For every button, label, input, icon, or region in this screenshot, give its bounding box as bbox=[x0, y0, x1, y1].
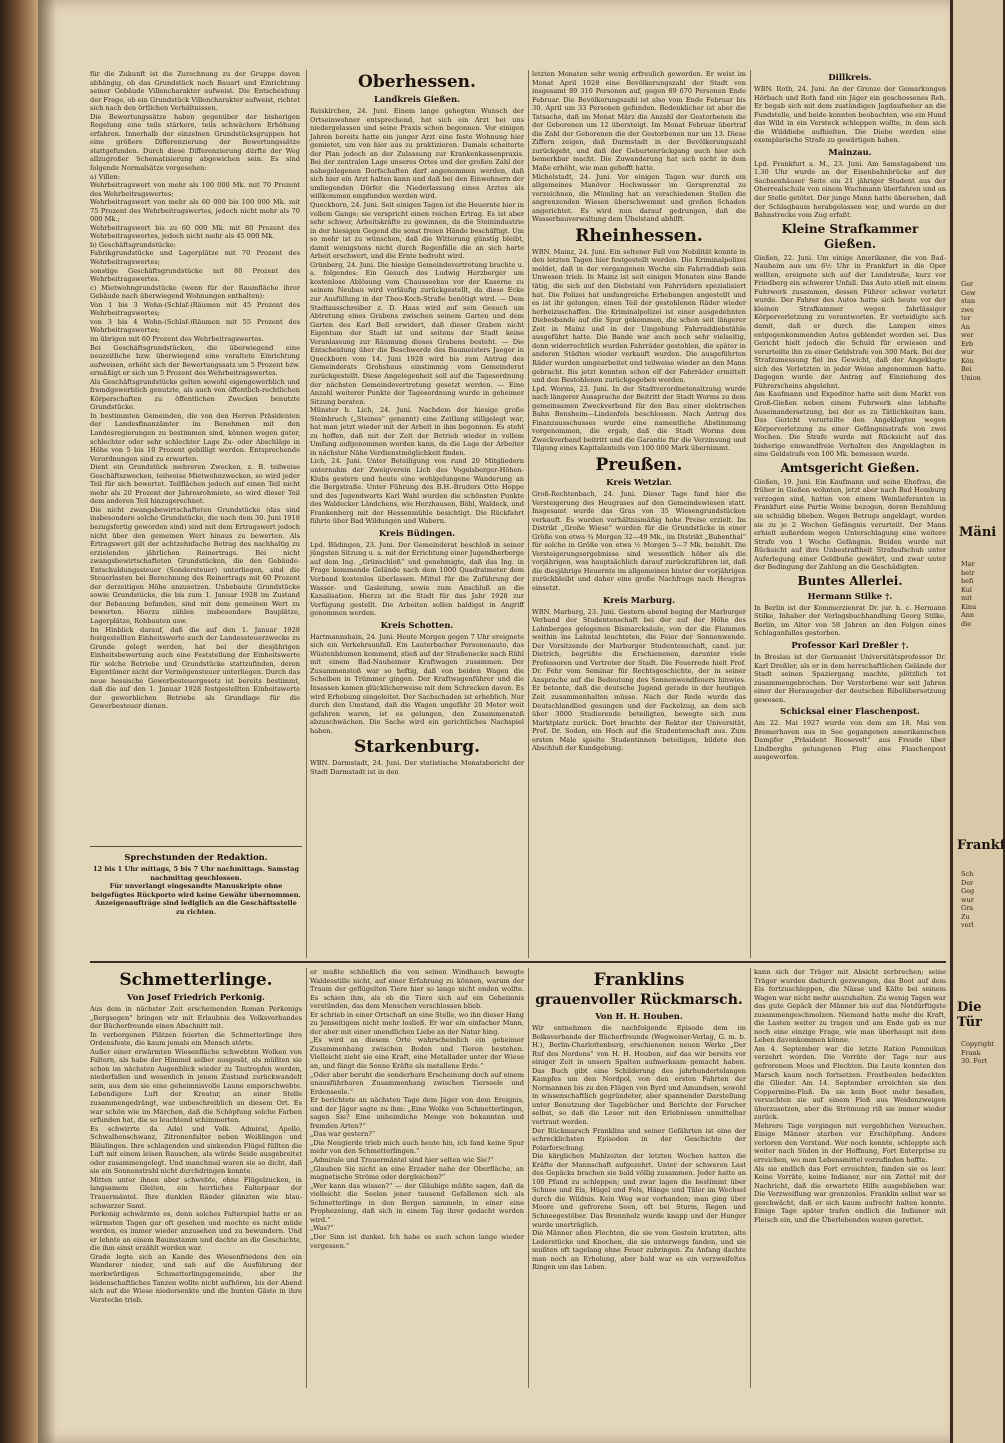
schmetterlinge-text-2: Es schwirrte da Adel und Volk. Admiral, Apollo, Schwalbenschwanz, Zitronenfalter neben Weißlingen und Bläulingen. Ihre schlagenden und sinkenden Flügel füllten die Luft mit einem leisen Rauschen, als würde Seide ausgebreitet oder zusammengelegt. Und manchmal waren sie so dicht, daß sie ein Sonnenstrahl nicht durchdringen konnte. Mitten unter ihnen aber schwebte, ohne Flügelzucken, in langsamem Gleiten, ein herrliches Falterpaar der Trauermäntel. Ihre dunklen Ränder glänzten wie blau-schwarzer Samt. Perkonig schwärmte es, denn solches Falterspiel hatte er an wärmsten Tagen gar oft gesehen und mochte es nicht müde werden, es immer wieder anzusehen und zu bewundern. Und er lehnte an einem Baumstamm und dachte an die Geschichte, die ihm einst erzählt worden war. Grade legte sich an Kande des Wiesenfriedens den ein Wanderer nieder, und sah auf die Ausführung der merkwürdigen Schmetterlingsgemeinde, aber ihr leidenschaftliches Tanzen wollte nicht aufhören, bis der Abend sich auf die Wiese niedersenkte und die bunten Gäste in ihre Verstecke trieb. bbox=[90, 1124, 302, 1304]
adjacent-text-4: Copyright Frank 30. Fort bbox=[961, 1040, 994, 1065]
subsection-dillkreis: Dillkreis. bbox=[828, 72, 872, 82]
section-title-amtsgericht: Amtsgericht Gießen. bbox=[780, 460, 920, 475]
sprechstunden-box bbox=[90, 850, 302, 955]
oberhessen-text-1: Reiskirchen, 24. Juni. Einem lange gehegten Wunsch der Ortseinwohner entsprechend, hat sich ein Arzt bei uns niedergelassen und seine Praxis schon begonnen. Vor einigen Jahren bereits hatte ein junger Arzt eine feste Wohnung hier gemietet, um von hier aus zu praktizieren. Damals scheiterte der Plan jedoch an der Zulassung zur Krankenkassenpraxis. Bei der zentralen Lage unseres Ortes und der großen Zahl der nahegelegenen Dorfschaften darf angenommen werden, daß sich hier ein Arzt halten kann und daß bei den Einwohnern der umliegenden Dörfer die Niederlassung eines Arztes als willkommen empfunden werden wird. Queckborn, 24. Juni. Seit einigen Tagen ist die Heuernte hier in vollem Gange; sie verspricht einen reichen Ertrag. Es ist aber sehr schwer, Arbeitskräfte zu gewinnen, da die Steinindustrie in der hiesigen Gegend die sonst freien Hände beschäftigt. Um so mehr ist zu wünschen, daß die Witterung günstig bleibt, damit wenigstens nicht durch Regenfälle die an sich harte Arbeit erschwert, und die Ernte bedroht wird. Grünberg, 24. Juni. Die hiesige Gemeindevertretung brachte u. a. folgendes: Ein Gesuch des Ludwig Herzberger um kostenlose Ablösung vom Chausseebau vor der Kaserne zu seinem Neubau wird vorläufig zurückgestellt, da diese Ecke zur Ausfüllung in der Theo-Koch-Straße benötigt wird. — Dem Stadtausschreiber z. D. Haas wird auf sein Gesuch um Abtretung eines Grabens zwischen seinem Garten und dem Garten des Karl Bell erwidert, daß dieser Graben nicht Eigentum der Stadt ist und seitens der Stadt keine Veranlassung zur Räumung dieses Grabens besteht. — Die Entscheidung über die Beschwerde des Baumeisters Jaeger in Queckborn vom 14. Juni 1928 wird bis zum Antrag des Gemeinderats Grohshaus einstimmig vom Gemeinderat zurückgestellt. Diese Angelegenheit soll auf die Tagesordnung der nächsten Gemeindevertretung gesetzt werden. — Eine Anzahl weiterer Punkte der Tagesordnung wurde in geheimer Sitzung beraten. Münster b. Lich, 24. Juni. Nachdem der hiesige große Steinbruch („Steines“ genannt) eine Zeitlang stillgelegt war, hat man jetzt wieder mit der Arbeit in ihm begonnen. Es steht zu hoffen, daß mit der Zeit der Betrieb wieder in vollem Umfang aufgenommen werden kann, da die Lage der Arbeiter in nächster Nähe Verdienstmöglichkeit finden. Lich, 24. Juni. Unter Beteiligung von rund 20 Mitgliedern unternahm der Zweigverein Lich des Vogelsberger-Höhen-Klubs gestern und heute eine wohlgelungene Wanderung an die Bergstraße. Unter Führung des B.H.-Bruders Otto Hoppe und des Jugendwarts Karl Wahl wurden die schönsten Punkte des Waldecker Ländchens, wie Herzhausen, Böhl, Waldeck, und Frankenberg mit der Hessenmühle besichtigt. Die Rückfahrt führte über Bad Wildungen und Wabern. bbox=[310, 107, 524, 526]
feuilleton-column-4 bbox=[754, 968, 946, 1388]
strafkammer-text: Gießen, 22. Juni. Um einige Amerikaner, die von Bad-Nauheim aus um 6½ Uhr in Frankfurt in die Oper wollten, ereignete sich auf der Landstraße, kurz vor Friedberg ein schwerer Unfall. Das Auto stieß mit einem Fuhrwerk zusammen, dessen Führer schwer verletzt wurde. Der Fahrer des Autos hatte sich heute vor der kleinen Strafkammer wegen fahrlässiger Körperverletzung zu verantworten. Er verteidigte sich damit, daß er durch die Lampen eines entgegenkommenden Autos geblendet worden sei. Das Gericht hielt jedoch die Schuld für erwiesen und verurteilte ihn zu einer Geldstrafe von 300 Mark. Bei der Strafzumessung fiel ins Gewicht, daß der Angeklagte sich des Verletzten in jeder Weise angenommen hatte. Dagegen wurde der Antrag auf Einziehung des Führerscheins abgelehnt. Am Kaufmann und Expeditor hatte seit dem Markt von Groß-Gießen neben einem Fuhrwerk eine lebhafte Auseinandersetzung, bei der es zu Tätlichkeiten kam. Das Gericht verurteilte den Angeklagten wegen Körperverletzung zu einer Gefängnisstrafe von zwei Wochen. Die Strafe wurde mit Rücksicht auf das bisherige einwandfreie Verhalten des Angeklagten in eine Geldstrafe von 100 Mk. bemessen wurde. bbox=[754, 253, 946, 459]
marburg-text: WBN. Marburg, 23. Juni. Gestern abend beging der Marburger Verband der Studentenschaft bei der auf der Höhe des Lahnberges gelegenen Bismarcksäule, von der die Flammen weithin ins Lahntal leuchteten, die Feier der Sonnenwende. Der Vorsitzende der Marburger Studentenschaft, cand. jur. Dietrich, begrüßte die Erschienenen, darunter viele Professoren und Vertreter der Stadt. Die Feuerrede hielt Prof. Dr. Fehr vom Seminar für Rechtsgeschichte, der in seiner Ansprache auf die Bedeutung des Sonnenwendfeuers hinwies. Er betonte, daß die deutsche Jugend gerade in der heutigen Zeit zusammenhalten müsse. Nach der Rede wurde das Deutschlandlied gesungen und der Fackelzug, an dem sich über 3000 Studierende beteiligten, bewegte sich zum Marktplatz zurück. Dort brachte der Rektor der Universität, Prof. Dr. Soden, ein Hoch auf die Studentenschaft aus. Zum ersten Male spielte Studentinnen beteiligen, bildete den Abschluß der Kundgebung. bbox=[532, 607, 746, 753]
feuilleton-title-rueckmarsch: grauenvoller Rückmarsch. bbox=[535, 992, 743, 1008]
subsection-hermann-stilke: Hermann Stilke †. bbox=[807, 590, 893, 601]
franklins-text-2: kann sich der Träger mit Absicht zerbrechen; seine Träger wurden dadurch gezwungen, das Boot auf dem Eis fortzuschleppen, die Nässe und Kälte bei seinem Wagen war nicht mehr auszuhalten. Zu wenig Tagen war das gute Gepäck der Männer bis auf das Notdürftigste zusammengeschmolzen. Niemand hatte mehr die Kraft, die Lasten weiter zu tragen und am Ende gab es nur noch eine einzige Frage, wie man überhaupt mit dem Leben davonkommen könne. Am 4. September war die letzte Ration Pemmikan verzehrt worden. Die Vorräte der Tage nur aus gefrorenem Moos und Flechten. Die Leute konnten den Marsch kaum noch fortsetzen. Frostbeulen bedeckten die Glieder. Am 14. September erreichten sie den Coppermine-Fluß. Da sie kein Boot mehr besaßen, versuchten sie auf einem Floß aus Weidenzweigen überzusetzen, aber die Strömung riß sie immer wieder zurück. Mehrere Tage vergingen mit vergeblichen Versuchen. Einige Männer starben vor Erschöpfung. Andere verloren den Verstand. Wer noch konnte, schleppte sich weiter nach Süden in der Hoffnung, Fort Enterprise zu erreichen, wo man Lebensmittel vorzufinden hoffte. Als sie endlich das Fort erreichten, fanden sie es leer. Keine Vorräte, keine Indianer, nur ein Zettel mit der Nachricht, daß die erwartete Hilfe ausgeblieben war. Die Verzweiflung war grenzenlos. Franklin selbst war so geschwächt, daß er sich kaum aufrecht halten konnte. Einige Tage später trafen endlich die Indianer mit Fleisch ein, und die Überlebenden waren gerettet. bbox=[754, 968, 946, 1224]
mainzau-text: Lpd. Frankfurt a. M., 23. Juni. Am Samstagabend um 1.30 Uhr wurde an der Eisenbahnbrücke auf der Sachsenhäuser Seite ein 21 jähriger Student aus der Oberrealschule von einem Wachmann überfahren und an der Stelle getötet. Der junge Mann hatte übersehen, daß der Schlagbaum herabgelassen war, und wurde an der Bahnstrecke vom Zug erfaßt. bbox=[754, 159, 946, 220]
adjacent-heading-1: Mäni bbox=[959, 525, 997, 540]
feuilleton-rule bbox=[90, 961, 946, 963]
column-1-text: für die Zukunft ist die Zurechnung zu der Gruppe davon abhängig, ob das Grundstück nach Bauart und Einrichtung seiner Gebäude Villencharakter aufweist. Die Entscheidung der Frage, ob ein Grundstück Villencharakter aufweist, richtet sich nach den örtlichen Verhältnissen. Die Bewertungssätze haben gegenüber der bisherigen Regelung eine teils stärkere, teils schwächere Erhöhung erfahren. Innerhalb der einzelnen Grundstücksgruppen hat eine größere Differenzierung der Bewertungssätze stattgefunden. Durch diese Differenzierung dürfte der Weg allzugroßer Schematisierung abgewichen sein. Es sind folgende Normalsätze vorgesehen: a) Villen: Wehrbeitragswert von mehr als 100 000 Mk. mit 70 Prozent des Wehrbeitragswertes; Wehrbeitragswert von mehr als 60 000 bis 100 000 Mk. mit 75 Prozent des Wehrbeitragswertes, jedoch nicht mehr als 70 000 Mk.; Wehrbeitragswert bis zu 60 000 Mk. mit 80 Prozent des Wehrbeitragswertes, jedoch nicht mehr als 45 000 Mk. b) Geschäftsgrundstücke: Fabrikgrundstücke und Lagerplätze mit 70 Prozent des Wehrbeitragswertes; sonstige Geschäftsgrundstücke mit 80 Prozent des Wehrbeitragswertes. c) Mietwohngrundstücke (wenn für der Raumfläche ihrer Gebäude nach überwiegend Wohnungen enthalten): Von 1 bis 3 Wohn-(Schlaf-)Räumen mit 45 Prozent des Wehrbeitragswertes; von 3 bis 4 Wohn-(Schlaf-)Räumen mit 55 Prozent des Wehrbeitragswertes; im übrigen mit 60 Prozent des Wehrbeitragswertes. Bei Geschäftsgrundstücken, die überwiegend eine neuzeitliche bzw. überwiegend eine veraltete Einrichtung aufweisen, erhöht sich der Bewertungssatz um 5 Prozent bzw. ermäßigt er sich um 5 Prozent des Wehrbeitragswertes. Als Geschäftsgrundstücke gelten sowohl eigengewerblich und fremdgewerblich genutzte, als auch von öffentlich-rechtlichen Körperschaften zu öffentlichen Zwecken benutzte Grundstücke. In bestimmten Gemeinden, die von den Herren Präsidenten der Landesfinanzämter im Benehmen mit den Landesregierungen zu bestimmen sind, können wegen guter, schlechter oder sehr schlechter Lage Zu- oder Abschläge in Höhe von 5 bis 10 Prozent gebilligt werden. Entsprechende Verordnungen sind zu erwarten. Dient ein Grundstück mehreren Zwecken, z. B. teilweise Geschäftszwecken, teilweise Mietwohnzwecken, so wird jeder Teil für sich bewertet. Teilflächen jedoch auf einen Teil nicht mehr als 20 Prozent der Jahresrohmiete, so wird dieser Teil dem anderen Teil hinzugerechnet. Die nicht zwangsbewirtschafteten Grundstücke (das sind insbesondere solche Grundstücke, die nach dem 30. Juni 1918 bezugsfertig geworden sind) sind mit dem Ertragswert jedoch nicht über den gemeinen Wert hinaus zu bewerten. Als Ertragswert gilt der achtzehnfache Betrag des nachhaltig zu erzielenden jährlichen Reinertrags. Bei nicht zwangsbewirtschafteten Grundstücken, die den Gebäude-Entschuldungssteuer (Sondersteuer) unterliegen, sind die Steuerlasten bei Berechnung des Reinertrags mit 60 Prozent der derzeitigen Höhe anzusetzen. Unbebaute Grundstücke sowie Grundstücke, die bis zum 1. Januar 1928 im Zustand der Bebauung befanden, sind mit dem gemeinen Wert zu bewerten. Hierzu zählen insbesondere Bauplätze, Lagerplätze, Rohbauten usw. Im Hinblick darauf, daß die auf den 1. Januar 1928 festgestellten Einheitswerte auch der Landessteuerzwecke zu Grunde gelegt werden, hat bei der diesjährigen Einheitsbewertung auch eine Feststellung der Einheitswerte für solche Betriebe und Grundstücke stattzufinden, deren Eigentümer nicht der Vermögensteuer unterliegen. Durch das neue hessische Gewerbesteuergesetz ist bereits bestimmt, daß die auf den 1. Januar 1928 festgestellten Einheitswerte der gewerblichen Betriebe als Grundlage für die Gewerbesteuer dienen. bbox=[90, 70, 300, 711]
feuilleton-column-1 bbox=[90, 968, 302, 1388]
adjacent-text-1: Ger Gew stan zwe ter An wer Erb wur Kön Bei Union bbox=[961, 280, 981, 382]
subsection-kreis-marburg: Kreis Marburg. bbox=[602, 594, 676, 605]
column-3 bbox=[532, 70, 746, 958]
starkenburg-text: WBN. Darmstadt, 24. Juni. Der statistische Monatsbericht der Stadt Darmstadt ist in den bbox=[310, 759, 524, 776]
sprechstunden-title: Sprechstunden der Redaktion. bbox=[124, 852, 268, 862]
oberhessen-text-2: Lpd. Büdingen, 23. Juni. Der Gemeinderat beschloß in seiner jüngsten Sitzung u. a. mit der Errichtung einer Jugendherberge auf dem Ing. „Grünschloß“ und genehmigte, daß das Ing. in Frage kommende Gelände nach dem 1000 Quadratmeter dem Verband kostenlos überlassen. Mittel für die Zuführung der Wasser- und Gasleitung, sowie zum Anschluß an die Kanalisation. Hierzu ist die Stadt für das Jahr 1928 zur Verfügung gestellt. Die Arbeiten sollen baldigst in Angriff genommen werden. bbox=[310, 540, 524, 618]
page-gutter-shadow bbox=[38, 0, 56, 1443]
feuilleton-column-2 bbox=[310, 968, 524, 1388]
sprechstunden-text: 12 bis 1 Uhr mittags, 5 bis 7 Uhr nachmittags. Samstag nachmittag geschlossen. Für unverlangt eingesandte Manuskripte ohne beigefügtes Rückporto wird keine Gewähr übernommen. Anzeigenaufträge sind lediglich an die Geschäftsstelle zu richten. bbox=[91, 865, 301, 916]
column-2 bbox=[310, 70, 524, 958]
subsection-landkreis-giessen: Landkreis Gießen. bbox=[374, 94, 460, 104]
section-title-preussen: Preußen. bbox=[595, 454, 683, 475]
adjacent-heading-3: Die Tür bbox=[957, 1000, 982, 1030]
feuilleton-title-schmetterlinge: Schmetterlinge. bbox=[119, 970, 273, 990]
schmetterlinge-text-1: Aus dem in nächster Zeit erscheinenden Roman Perkonigs „Bergsegen“ bringen wir mit Erlaubnis des Volksverbandes der Bücherfreunde einen Abschnitt mit. In verborgenen Plätzen feierten die Schmetterlinge ihre Ordensfeste, die kaum jemals ein Mensch störte. Außer einer erwärmten Wiesenfläche schwebten Wolken von Faltern, als habe der Himmel selber ausgesät, als müßten sie schon im nächsten Augenblick wieder zu Tautropfen werden, niederfallen und wesenlich in jenem Zustand zurückwandelt sein, aus dem sie eine geheimnisvolle Laune emporschwebte. Lebendigere Luft der Kreatur, an einer Stelle zusammengedrängt, war unbeschreiblich an diesem Ort. Es war schön wie im Märchen, daß die Schöpfung solche Farben erfunden hat, die so leuchtend schimmerten. bbox=[90, 1005, 302, 1125]
feuilleton-divider-2 bbox=[528, 968, 529, 1388]
subsection-kreis-buedingen: Kreis Büdingen. bbox=[378, 527, 456, 538]
rule-sprechstunden-top bbox=[90, 846, 302, 847]
subsection-karl-dressler: Professor Karl Dreßler †. bbox=[791, 639, 909, 650]
adjacent-heading-2: Frankf bbox=[957, 838, 1005, 853]
book-spine bbox=[0, 0, 38, 1443]
column-divider-2 bbox=[528, 70, 529, 958]
subsection-flaschenpost: Schicksal einer Flaschenpost. bbox=[780, 706, 920, 717]
column-divider-3 bbox=[750, 70, 751, 958]
newspaper-page bbox=[38, 0, 950, 1443]
feuilleton-byline-houben: Von H. H. Houben. bbox=[595, 1011, 683, 1021]
section-title-buntes-allerlei: Buntes Allerlei. bbox=[797, 573, 903, 588]
dressler-text: In Breslau ist der Germanist Universitätsprofessor Dr. Karl Dreßler, als er in dem herrschaftlichen Gelände der Stadt seinen Spaziergang machte, plötzlich tot zusammengebrochen. Der Verstorbene war seit Jahren einer der Herausgeber der deutschen Bibelübersetzung gewesen. bbox=[754, 652, 946, 704]
adjacent-text-2: Mar betr befi Kul mit Kinu Ann die bbox=[961, 560, 977, 628]
schmetterlinge-text-3: er mußte schließlich die von seinen Windhauch bewegte Waldesstille nicht, auf einer Erfahrung zu können, warum der Traum der geflügelten Tiere hier so lange nicht enden wollte. Es schien ihm, als ob die Tiere sich auf ein Geheimnis verstünden, das dem Menschen verschlossen blieb. Er schrieb in einer Ortschaft an eine Stelle, wo ihn dieser Hang zu Jenseitigem nicht mehr losließ. Er war ein einfacher Mann, der aber mit einer unendlichen Liebe an der Natur hing. „Es wird an diesem Orte wahrscheinlich ein geheimer Zusammenhang zwischen Boden und Tieren bestehen. Vielleicht zieht sie eine Kraft, eine Metallader unter der Wiese an, und fängt die Sonne Kräfte als metallene Erde.“ „Oder aber beruht die sonderbare Erscheinung doch auf einem unausführbaren Zusammenhang zwischen Tierseele und Erdenseele.“ Er berichtete an nächsten Tage dem Jäger von dem Ereignis, und der Jäger sagte zu ihm: „Eine Wolke von Schmetterlingen, sagen Sie? Eine unheimliche Menge von bekannten und fremden Arten?“ „Das war gestern?“ „Die Neugierde trieb mich auch heute hin, ich fand keine Spur mehr von den Schmetterlingen.“ „Admirale und Trauermäntel sind hier selten wie Sie?“ „Glauben Sie nicht an eine Erzader nahe der Oberfläche, an magnetische Ströme oder dergleichen?“ „Wer kann das wissen?“ — der Gläubige müßte sagen, daß da vielleicht die Seelen jener tausend Gefallenen sich als Schmetterlinge in den Bergen sammeln, in einer eine Prophezeiung, daß sich in einem Tag ihrer gedacht werden wird.“ „Was?“ „Der Sinn ist dunkel. Ich habe es auch schon lange wieder vergessen.“ bbox=[310, 968, 524, 1250]
feuilleton-divider-1 bbox=[306, 968, 307, 1388]
column-1 bbox=[90, 70, 300, 840]
column-3-text-1: letzten Monaten sehr wenig erfreulich geworden. Er weist im Monat April 1928 eine Bevölkerungszahl der Stadt von insgesamt 89 310 Personen auf, gegen 89 670 Personen Ende Februar. Die Bevölkerungszahl ist also vom Ende Februar bis 30. April um 33 Personen gefunden. Bedenklicher ist aber die Tatsache, daß im Monat März die Anzahl der Gestorbenen die der Geborenen um 12 übersteigt. Im Monat Februar übertraf die Zahl der Geborenen die der Gestorbenen nur um 13. Diese Ziffern zeigen, daß Darmstadt in der Bevölkerungszahl zurückgeht, und daß der Geburtenrückgang auch hier sich bemerkbar macht. Die Zuwanderung hat sich nicht in dem Maße erhöht, wie man gehofft hatte. Michelstadt, 24. Juni. Vor einigen Tagen war durch ein allgemeines Manöver Hochwasser im Gersprenztal zu verzeichnen, die Mümling hat an verschiedenen Stellen die angrenzenden Wiesen überschwemmt und großen Schaden angerichtet. Es wird nun darauf gedrungen, daß die Wasserbauverwaltung dem Übelstand abhilft. bbox=[532, 70, 746, 224]
feuilleton-column-3 bbox=[532, 968, 746, 1388]
feuilleton-byline-perkonig: Von Josef Friedrich Perkonig. bbox=[127, 992, 265, 1002]
subsection-mainzau: Mainzau. bbox=[828, 146, 872, 157]
section-title-oberhessen: Oberhessen. bbox=[358, 72, 476, 92]
column-divider-1 bbox=[306, 70, 307, 958]
feuilleton-title-franklins: Franklins bbox=[593, 970, 685, 990]
section-title-starkenburg: Starkenburg. bbox=[353, 737, 481, 758]
adjacent-page-fragment bbox=[950, 0, 1003, 1443]
rheinhessen-text: WBN. Mainz, 24. Juni. Ein seltener Fall von Nobilität konnte in den letzten Tagen hier festgestellt werden. Die Kriminalpolizei meldet, daß in der vergangenen Woche ein Fahrraddieb sein Unwesen trieb. In Mainz ist seit einigen Monaten eine Bande tätig, die sich auf den Diebstahl von Fahrrädern spezialisiert hat. Die Polizei hat umfangreiche Erhebungen angestellt und es ist ihr gelungen, einen Teil der gestohlenen Räder wieder herbeizuschaffen. Die Kriminalpolizei ist einer ausgedehnten Diebesbande auf die Spur gekommen, die schon seit längerer Zeit in Mainz und in der Umgebung Fahrraddiebstähle ausgeführt hatte. Die Bande war auch noch sehr vielseitig, denn widerrechtlich wurden Fahrräder gestohlen, die später in anderen Städten wieder verkauft wurden. Die ausgeführten Räder wurden umgearbeitet und teilweise wieder an den Mann gebracht. Bis jetzt konnten schon elf der Fahrräder ermittelt und den Bestohlenen zurückgegeben werden. Lpd. Worms, 23. Juni. In der Stadtverordnetensitzung wurde nach längerer Aussprache der Beitritt der Stadt Worms zu dem gemeinsamen Zweckverband für den Bau einer elektrischen Bahn Bensheim—Lindenfels beschlossen. Nach Antrag des Finanzausschusses wurde eine namentliche Abstimmung vorgenommen, die ergab, daß die Stadt Worms dem Zweckverband beitritt und die Garantie für die Verzinsung und Tilgung eines Kapitalanteils von 100 000 Mark übernimmt. bbox=[532, 247, 746, 453]
column-4 bbox=[754, 70, 946, 958]
feuilleton-divider-3 bbox=[750, 968, 751, 1388]
amtsgericht-text: Gießen, 19. Juni. Ein Kaufmann und seine Ehefrau, die früher in Gießen wohnten, jetzt aber nach Bad Homburg verzogen sind, hatten von einem Weinlieferanten in Frankfurt eine Partie Weine bezogen, deren Bezahlung sie schuldig blieben. Wegen Betrugs angeklagt, wurden sie zu je 2 Wochen Gefängnis verurteilt. Der Mann erhielt außerdem wegen Unterschlagung eine weitere Strafe von 1 Woche Gefängnis. Beiden wurde mit Rücksicht auf ihre Unbestraftheit Strafaufschub unter Auferlegung einer Geldbuße gewährt, und zwar unter der Bedingung der Zahlung an die Geschädigten. bbox=[754, 477, 946, 572]
franklins-text-1: Wir entnehmen die nachfolgende Episode dem im Bolksverbande der Bücherfreunde (Wegweiser-Verlag, G. m. b. H.), Berlin-Charlottenburg, erschienenen neuen Werke „Der Ruf des Nordens“ von H. H. Houben, auf das wir bereits vor einiger Zeit in unsern Spalten aufmerksam gemacht haben. Das Buch gibt eine Schilderung des jahrhundertelangen Kampfes um den Nordpol, von den ersten Fahrten der Normannen bis zu den Flügen von Byrd und Amundsen, sowohl in wissenschaftlich gegründeter, aber spannender Darstellung unter Benutzung der Tagebücher und Berichte der Forscher selbst, so daß die Leser mit den Erlebnissen unmittelbar vertraut werden. Der Rückmarsch Franklins und seiner Gefährten ist eine der schrecklichsten Episoden in der Geschichte der Polarforschung. Die kärglichen Mahlzeiten der letzten Wochen hatten die Kräfte der Mannschaft aufgezehrt. Unter der schweren Last des Gepäcks brachen sie bald völlig zusammen. Jeder hatte an 100 Pfund zu schleppen; und zwar lagen die bestimmt über Schnee und Eis, Hügel und Fels, Hänge und Täler im Wechsel durch die Wildnis. Kein Weg war vorhanden; man ging über Moore und gefrorene Seen, oft bei Sturm, Regen und Schneegestöber. Das Brennholz wurde knapp und der Hunger wurde unerträglich. Die Männer aßen Flechten, die sie vom Gestein kratzten, alte Lederstücke und Knochen, die sie unterwegs fanden, und sie mußten oft tagelang ohne Feuer zubringen. Zu Anfang dachte man noch an Erholung, aber bald war es ein verzweifeltes Ringen um das Leben. bbox=[532, 1024, 746, 1272]
flaschenpost-text: Am 22. Mai 1927 wurde von dem am 18. Mai von Bremerhaven aus in See gegangenen amerikanischen Dampfer „Präsident Roosevelt“ aus Freude über Lindberghs gelungenen Flug eine Flaschenpost ausgeworfen. bbox=[754, 719, 946, 762]
stilke-text: In Berlin ist der Kommerzienrat Dr. jur. h. c. Hermann Stilke, Inhaber der Verlagsbuchhandlung Georg Stilke, Berlin, im Alter von 58 Jahren an den Folgen eines Schlaganfalles gestorben. bbox=[754, 603, 946, 638]
section-title-strafkammer: Kleine Strafkammer Gießen. bbox=[781, 221, 919, 251]
subsection-kreis-wetzlar: Kreis Wetzlar. bbox=[606, 476, 672, 487]
dillkreis-text: WBN. Roth, 24. Juni. An der Grenze der Gemarkungen Hörbach und Roth fand ein Jäger ein geschossenes Reh. Er begab sich mit dem zuständigen Jagdaufseher an die Fundstelle, und beide konnten beobachten, wie ein Hund das Wild in ein Versteck schleppen wollte, in dem sich die Wilddiebe aufhielten. Die Diebe werden eine exemplarische Strafe zu gewärtigen haben. bbox=[754, 85, 946, 145]
section-title-rheinhessen: Rheinhessen. bbox=[575, 225, 703, 246]
subsection-kreis-schotten: Kreis Schotten. bbox=[380, 619, 454, 630]
wetzlar-text: Groß-Rechtenbach, 24. Juni. Dieser Tage fand hier die Versteigerung des Heugrases auf den Gemeindewiesen statt. Insgesamt wurde das Gras von 35 Wiesengrundstücken verkauft. Es wurden verhältnismäßig hohe Preise erzielt. Im Distrikt „Große Wiese“ wurden für die Grundstücke in einer Größe von etwa ¾ Morgen 32—49 Mk., im Distrikt „Bubenthal“ für solche in Größe von etwa ½ Morgen 5—7 Mk. bezahlt. Die Versteigerungsergebnisse sind wesentlich höher als die vorjährigen, was hauptsächlich darauf zurückzuführen ist, daß die diesjährige Heuernte im allgemeinen hinter der vorjährigen zurückbleibt und daher eine große Nachfrage nach Heugras einsetzt. bbox=[532, 489, 746, 592]
oberhessen-text-3: Hartmannshain, 24. Juni. Heute Morgen gegen 7 Uhr ereignete sich ein Verkehrsunfall. Ein Lauterbacher Personenauto, das Wüstenbäumen kommend, stieß auf der Straßenecke nach Rühl mit einem Bad-Nauheimer Kraftwagen zusammen. Der Zusammenstoß war so heftig, daß von beiden Wagen die Scheiben in Trümmer gingen. Der Kraftwagenführer und die Insassen kamen glücklicherweise mit dem Schrecken davon. Es wird Erhebung eingeleitet. Der Sachschaden ist erheblich. Nur durch den Umstand, daß die Wagen ungefähr 20 Meter weit gefahren waren, ist es gelungen, den Zusammenstoß abzuschwächen. Die Sache wird ein gerichtliches Nachspiel haben. bbox=[310, 632, 524, 735]
adjacent-text-3: Sch Der Geg wur Gra Zu verl bbox=[961, 870, 975, 929]
